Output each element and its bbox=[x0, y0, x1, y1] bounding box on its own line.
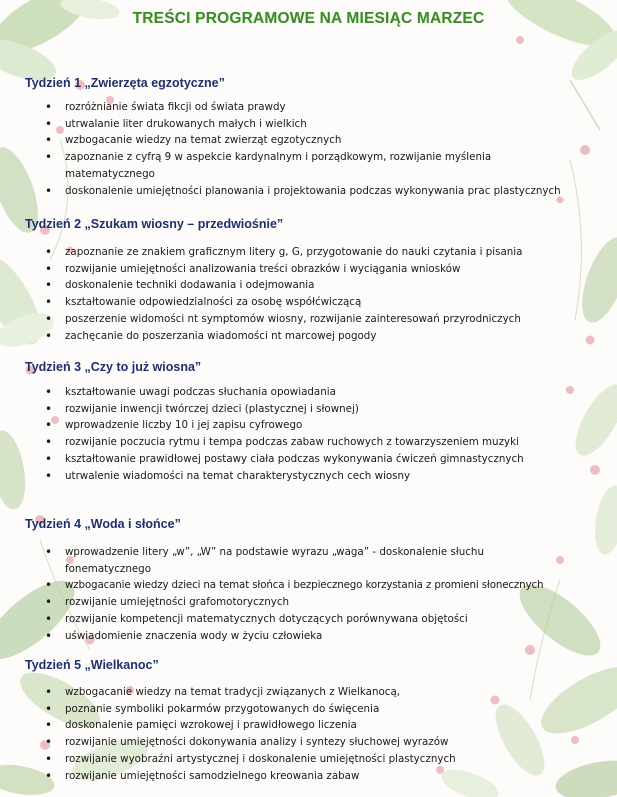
list-item: • wzbogacanie wiedzy dzieci na temat słońca i bezpiecznego korzystania z promieni słonecznych bbox=[25, 577, 617, 594]
week-heading: Tydzień 3 „Czy to już wiosna” bbox=[25, 360, 202, 374]
list-item: • rozwijanie umiejętności analizowania treści obrazków i wyciągania wniosków bbox=[25, 261, 617, 278]
list-item: • zapoznanie z cyfrą 9 w aspekcie kardynalnym i porządkowym, rozwijanie myślenia matematycznego bbox=[25, 149, 535, 182]
list-item: • rozwijanie inwencji twórczej dzieci (plastycznej i słownej) bbox=[25, 401, 617, 418]
list-item: • poznanie symboliki pokarmów przygotowanych do święcenia bbox=[25, 701, 617, 718]
list-item: • wzbogacanie wiedzy na temat tradycji związanych z Wielkanocą, bbox=[25, 684, 617, 701]
list-item: • kształtowanie odpowiedzialności za osobę współćwiczącą bbox=[25, 294, 617, 311]
list-item: • rozwijanie umiejętności samodzielnego kreowania zabaw bbox=[25, 768, 617, 785]
list-item: • rozwijanie wyobraźni artystycznej i doskonalenie umiejętności plastycznych bbox=[25, 751, 617, 768]
list-item: • zapoznanie ze znakiem graficznym litery g, G, przygotowanie do nauki czytania i pisania bbox=[25, 244, 617, 261]
list-item: • doskonalenie umiejętności planowania i projektowania podczas wykonywania prac plastycznych bbox=[25, 183, 617, 200]
week-list bbox=[25, 384, 617, 484]
list-item: • rozwijanie umiejętności grafomotorycznych bbox=[25, 594, 617, 611]
list-item: • rozwijanie kompetencji matematycznych dotyczących porównywana objętości bbox=[25, 611, 617, 628]
week-heading: Tydzień 1 „Zwierzęta egzotyczne” bbox=[25, 76, 225, 90]
list-item: • poszerzenie widomości nt symptomów wiosny, rozwijanie zainteresowań przyrodniczych bbox=[25, 311, 617, 328]
week-heading: Tydzień 2 „Szukam wiosny – przedwiośnie” bbox=[25, 217, 284, 231]
week-section-2 bbox=[25, 217, 617, 344]
list-item: • wprowadzenie liczby 10 i jej zapisu cyfrowego bbox=[25, 417, 617, 434]
week-section-5 bbox=[25, 658, 617, 784]
page-title: TREŚCI PROGRAMOWE NA MIESIĄC MARZEC bbox=[132, 10, 485, 27]
list-item: • utrwalenie wiadomości na temat charakterystycznych cech wiosny bbox=[25, 468, 617, 485]
week-section-3 bbox=[25, 360, 617, 484]
list-item: • rozróżnianie świata fikcji od świata prawdy bbox=[25, 99, 617, 116]
week-list bbox=[25, 684, 617, 784]
list-item: • doskonalenie pamięci wzrokowej i prawidłowego liczenia bbox=[25, 717, 617, 734]
list-item: • wprowadzenie litery „w”, „W” na podstawie wyrazu „waga” - doskonalenie słuchu fonematycznego bbox=[25, 544, 535, 577]
week-list bbox=[25, 99, 617, 199]
list-item: • rozwijanie umiejętności dokonywania analizy i syntezy słuchowej wyrazów bbox=[25, 734, 617, 751]
list-item: • doskonalenie techniki dodawania i odejmowania bbox=[25, 277, 617, 294]
list-item: • zachęcanie do poszerzania wiadomości nt marcowej pogody bbox=[25, 328, 617, 345]
week-list bbox=[25, 244, 617, 344]
week-list bbox=[25, 544, 617, 644]
list-item: • kształtowanie prawidłowej postawy ciała podczas wykonywania ćwiczeń gimnastycznych bbox=[25, 451, 617, 468]
list-item: • utrwalanie liter drukowanych małych i wielkich bbox=[25, 116, 617, 133]
week-section-1 bbox=[25, 76, 617, 199]
week-section-4 bbox=[25, 517, 617, 644]
list-item: • uświadomienie znaczenia wody w życiu człowieka bbox=[25, 628, 617, 645]
list-item: • rozwijanie poczucia rytmu i tempa podczas zabaw ruchowych z towarzyszeniem muzyki bbox=[25, 434, 617, 451]
week-heading: Tydzień 5 „Wielkanoc” bbox=[25, 658, 159, 672]
week-heading: Tydzień 4 „Woda i słońce” bbox=[25, 517, 181, 531]
list-item: • kształtowanie uwagi podczas słuchania opowiadania bbox=[25, 384, 617, 401]
list-item: • wzbogacanie wiedzy na temat zwierząt egzotycznych bbox=[25, 132, 617, 149]
